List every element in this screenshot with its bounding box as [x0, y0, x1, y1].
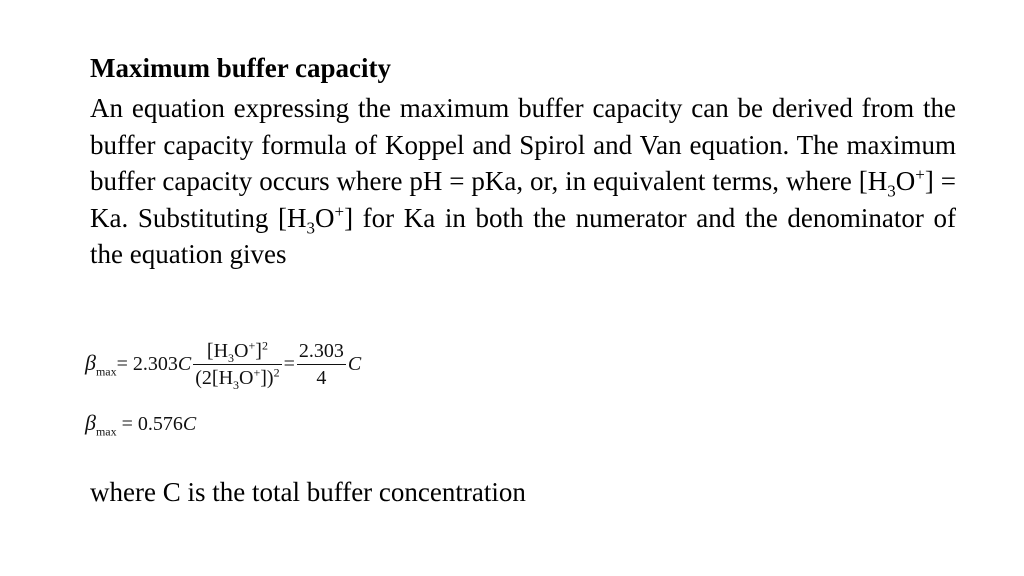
oxygen-symbol: O	[895, 166, 916, 196]
equals-2303: = 2.303	[116, 353, 178, 375]
fraction-denominator: $(2[H_3O^+])^2$	[195, 365, 280, 392]
fraction2-denominator: 4	[316, 367, 327, 389]
equation-max-buffer-value	[85, 410, 196, 440]
paragraph-text-1: An equation expressing the maximum buffer capacity can be derived from the buffer capacity formula of Koppel and Spirol and Van equation. The maximum buffer capacity occurs where pH = pKa, or, in equivalent terms, where [H	[90, 93, 956, 196]
concentration-c: C	[177, 353, 192, 375]
subscript-3-b: 3	[306, 217, 315, 237]
fraction2-numerator: 2.303	[297, 338, 346, 365]
beta-symbol-2: $\beta_{max}$	[85, 410, 117, 439]
content-block	[90, 50, 956, 273]
paragraph-text-3: ] for Ka in both the numerator and the denominator of the equation gives	[90, 202, 956, 269]
footer-text: where C is the total buffer concentration	[90, 477, 526, 507]
fraction-hydronium	[193, 338, 281, 391]
superscript-plus-b: +	[334, 201, 345, 221]
slide-heading: Maximum buffer capacity	[90, 53, 391, 83]
paragraph-text-2: ] = Ka. Substituting [H	[90, 166, 957, 233]
equation-max-buffer-capacity	[85, 338, 361, 400]
superscript-plus: +	[915, 165, 925, 184]
equals-0576: = 0.576	[116, 413, 183, 435]
oxygen-symbol-b: O	[314, 202, 335, 233]
equals-sign: =	[283, 353, 295, 375]
fraction-numerator: $[H_3O^+]^2$	[193, 338, 281, 365]
fraction-2303-over-4	[297, 338, 346, 391]
body-paragraph	[90, 90, 956, 273]
subscript-3: 3	[887, 181, 896, 201]
concentration-c-3: C	[182, 413, 197, 435]
concentration-c-2: C	[347, 353, 362, 375]
beta-symbol: $\beta_{max}$	[85, 349, 117, 379]
